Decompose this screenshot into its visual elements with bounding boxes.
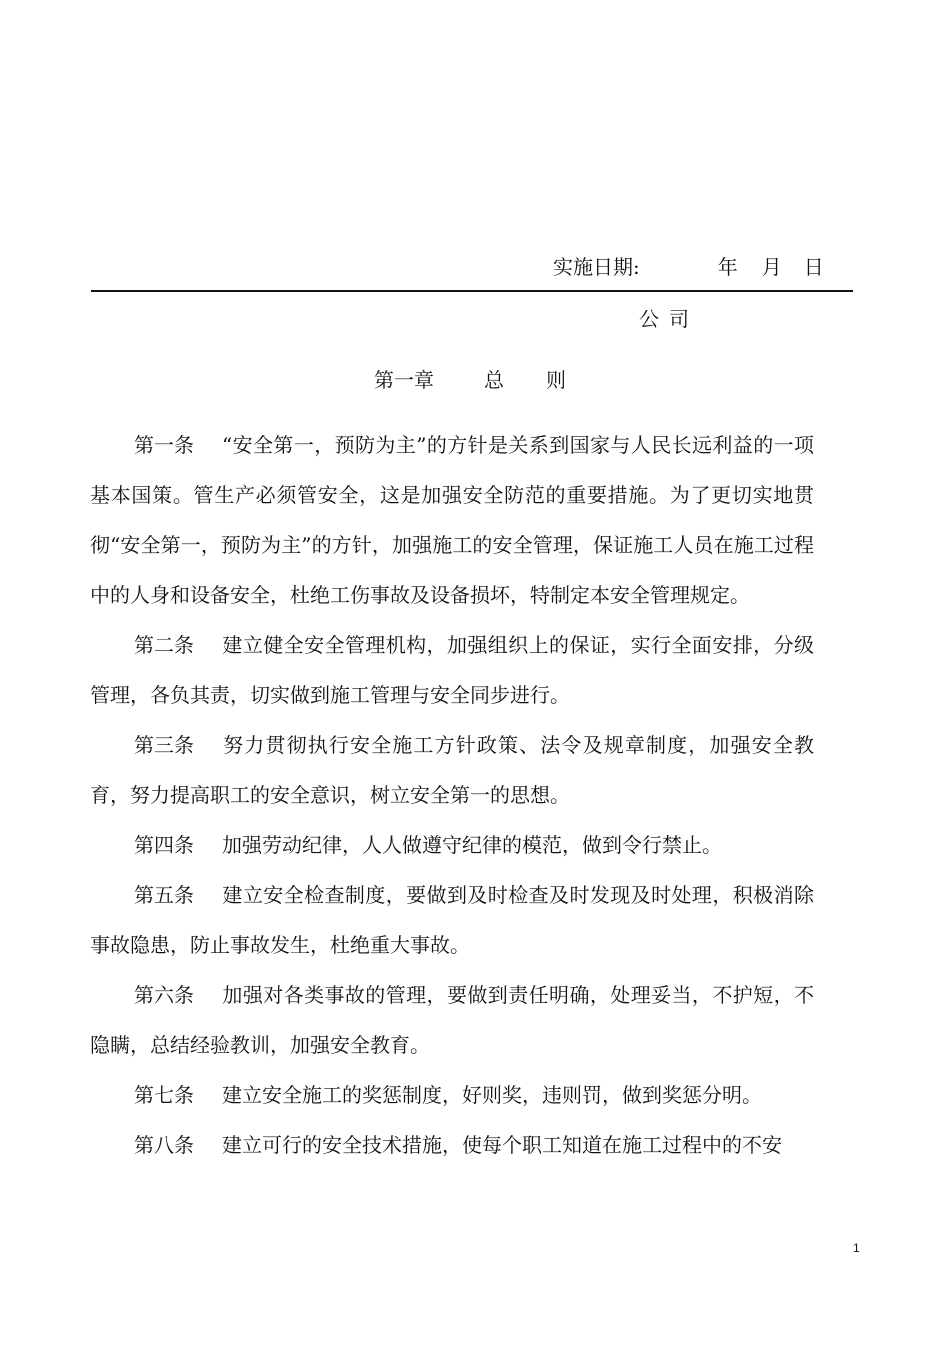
article-number: 第一条 xyxy=(134,433,194,457)
document-body xyxy=(90,420,814,1170)
chapter-title: 总则 xyxy=(484,368,608,392)
article xyxy=(90,1120,814,1170)
article xyxy=(90,720,814,820)
article-text: 建立安全施工的奖惩制度，好则奖，违则罚，做到奖惩分明。 xyxy=(222,1083,762,1107)
article-text: 建立安全检查制度，要做到及时检查及时发现及时处理，积极消除事故隐患，防止事故发生，杜绝重大事故。 xyxy=(90,883,814,957)
company-name: 公司 xyxy=(639,307,699,331)
article xyxy=(90,970,814,1070)
article-number: 第七条 xyxy=(134,1083,194,1107)
date-month: 月 xyxy=(761,255,782,279)
header-divider xyxy=(91,290,853,292)
article xyxy=(90,1070,814,1120)
article-number: 第四条 xyxy=(134,833,194,857)
article-text: 加强劳动纪律，人人做遵守纪律的模范，做到令行禁止。 xyxy=(222,833,722,857)
date-year: 年 xyxy=(717,255,738,279)
article-number: 第二条 xyxy=(134,633,194,657)
article xyxy=(90,870,814,970)
article-text: 加强对各类事故的管理，要做到责任明确，处理妥当，不护短，不隐瞒，总结经验教训，加强安全教育。 xyxy=(90,983,814,1057)
chapter-number: 第一章 xyxy=(374,368,434,392)
article xyxy=(90,620,814,720)
date-day: 日 xyxy=(803,255,824,279)
article-text: 努力贯彻执行安全施工方针政策、法令及规章制度，加强安全教育，努力提高职工的安全意识，树立安全第一的思想。 xyxy=(90,733,814,807)
article-number: 第六条 xyxy=(134,983,194,1007)
article-text: 建立健全安全管理机构，加强组织上的保证，实行全面安排，分级管理，各负其责，切实做到施工管理与安全同步进行。 xyxy=(90,633,814,707)
article xyxy=(90,820,814,870)
article-number: 第三条 xyxy=(134,733,194,757)
article-number: 第八条 xyxy=(134,1133,194,1157)
article-number: 第五条 xyxy=(134,883,194,907)
implementation-date xyxy=(553,252,824,282)
chapter-heading xyxy=(374,365,608,395)
article xyxy=(90,420,814,620)
article-text: “安全第一，预防为主”的方针是关系到国家与人民长远利益的一项基本国策。管生产必须管安全，这是加强安全防范的重要措施。为了更切实地贯彻“安全第一，预防为主”的方针，加强施工的安全管理，保证施工人员在施工过程中的人身和设备安全，杜绝工伤事故及设备损坏，特制定本安全管理规定。 xyxy=(90,433,814,607)
page-number: 1 xyxy=(853,1241,860,1255)
date-label: 实施日期: xyxy=(553,255,640,279)
article-text: 建立可行的安全技术措施，使每个职工知道在施工过程中的不安 xyxy=(222,1133,782,1157)
